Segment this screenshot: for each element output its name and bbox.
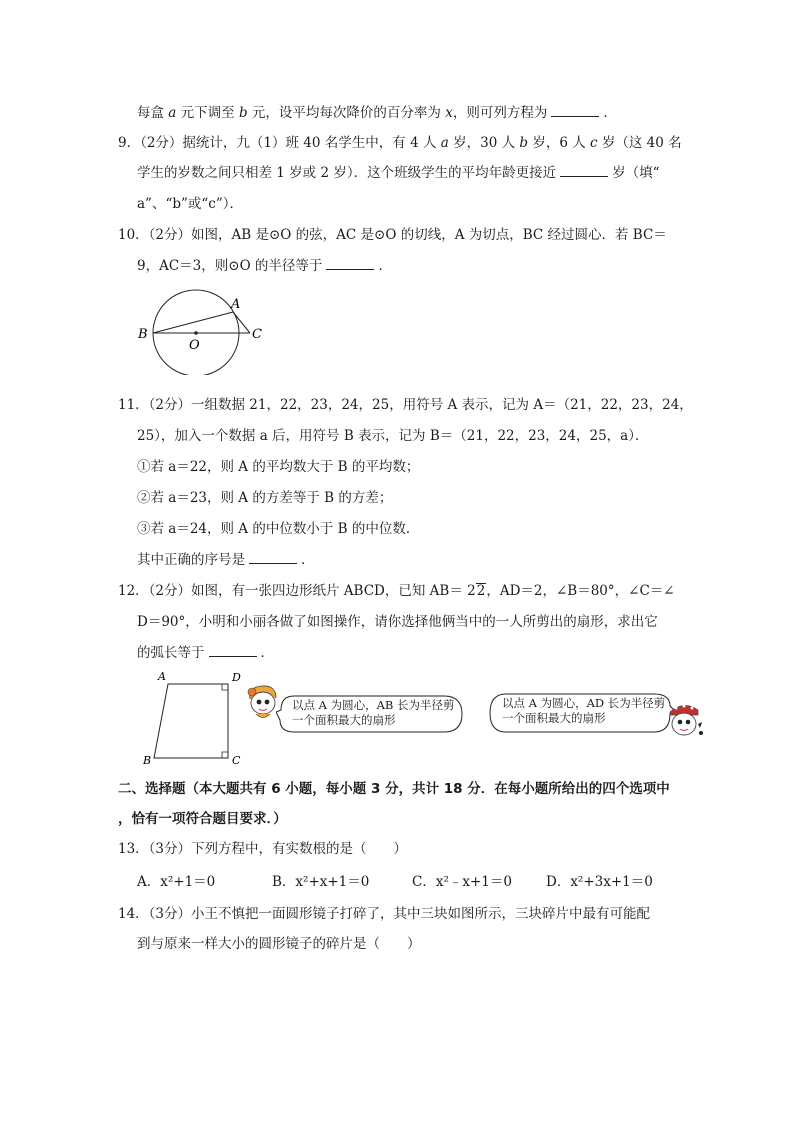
q11-end: ． (301, 552, 315, 568)
q11-line2: 25），加入一个数据 a 后，用符号 B 表示，记为 B＝（21，22，23，24，25，a）． (137, 428, 649, 444)
q10-text: 9，AC＝3，则⊙O 的半径等于 (137, 258, 323, 274)
q13-option-d[interactable]: D．x²+3x+1＝0 (546, 874, 653, 890)
q12-line1 (118, 582, 675, 600)
q8-text: 元，设平均每次降价的百分率为 (247, 105, 446, 121)
q9-line2 (137, 164, 660, 182)
q8-text: ，则可列方程为 (452, 105, 548, 121)
q11-line1: 11．（2分）一组数据 21，22，23，24，25，用符号 A 表示，记为 A＝（21，22，23，24， (118, 397, 693, 413)
q11-option-3: ③若 a＝24，则 A 的中位数小于 B 的中位数． (137, 521, 420, 537)
q12-answer-blank[interactable] (209, 644, 257, 657)
q12-end: ． (260, 645, 274, 661)
q9-var-a: a (440, 135, 449, 151)
bubble-2-line-2: 一个面积最大的扇形 (502, 711, 606, 725)
q8-var-b: b (238, 105, 248, 121)
label-c: C (232, 754, 241, 767)
q9-var-b: b (519, 135, 529, 151)
q11-ask (137, 551, 315, 569)
q10-line2 (137, 257, 392, 275)
q11-option-2: ②若 a＝23，则 A 的方差等于 B 的方差； (137, 490, 393, 506)
q13-option-c[interactable]: C．x²﹣x+1＝0 (412, 874, 512, 890)
q13-stem: 13．（3分）下列方程中，有实数根的是（ ） (118, 841, 408, 857)
q13-option-a[interactable]: A．x²+1＝0 (137, 874, 216, 890)
q10-line1: 10．（2分）如图，AB 是⊙O 的弦，AC 是⊙O 的切线，A 为切点，BC 经过圆心．若 BC＝ (118, 227, 667, 243)
label-b: B (143, 754, 152, 767)
bubble-1-line-2: 一个面积最大的扇形 (292, 713, 396, 727)
q10-end: ． (378, 258, 392, 274)
q9-text: 岁，6 人 (528, 135, 590, 151)
q9-text: 岁，30 人 (448, 135, 520, 151)
label-c: C (252, 327, 262, 342)
q12-line2: D＝90°，小明和小丽各做了如图操作，请你选择他俩当中的一人所剪出的扇形，求出它 (137, 614, 658, 630)
q8-tail-line (137, 104, 617, 122)
q9-text: 岁（这 40 名 (597, 135, 682, 151)
q8-var-a: a (168, 105, 177, 121)
boy-cartoon-icon (664, 700, 706, 742)
q14-line1: 14．（3分）小王不慎把一面圆形镜子打碎了，其中三块如图所示，三块碎片中最有可能配 (118, 906, 651, 922)
q8-end: ． (603, 105, 617, 121)
segment-ba (153, 312, 233, 333)
q9-text: 岁（填“ (612, 165, 660, 181)
segment-ac (233, 312, 250, 333)
q8-var-x: x (445, 105, 453, 121)
q14-line2: 到与原来一样大小的圆形镜子的碎片是（ ） (137, 936, 421, 952)
q9-var-c: c (590, 135, 598, 151)
q12-text: ，AD＝2，∠B＝80°，∠C＝∠ (486, 583, 675, 599)
q13-option-b[interactable]: B．x²+x+1＝0 (272, 874, 370, 890)
label-a: A (158, 670, 166, 683)
quadrilateral-abcd (154, 684, 228, 758)
center-point (194, 331, 198, 335)
q12-text: 12．（2分）如图，有一张四边形纸片 ABCD，已知 AB＝ 2 (118, 583, 476, 599)
q9-line1 (118, 134, 682, 152)
q9-answer-blank[interactable] (560, 164, 608, 177)
q9-line3: a”、“b”或“c”）． (137, 196, 244, 212)
q11-answer-blank[interactable] (249, 551, 297, 564)
q8-answer-blank[interactable] (551, 104, 599, 117)
q11-text: 其中正确的序号是 (137, 552, 245, 568)
right-angle-d (222, 684, 228, 690)
section-2-heading-line2: ，恰有一项符合题目要求．） (118, 811, 287, 827)
q10-circle-figure (130, 285, 270, 375)
label-b: B (138, 327, 148, 342)
q10-answer-blank[interactable] (326, 257, 374, 270)
right-angle-c (222, 752, 228, 758)
bubble-2-line-1: 以点 A 为圆心，AD 长为半径剪 (502, 696, 666, 710)
q11-option-1: ①若 a＝22，则 A 的平均数大于 B 的平均数； (137, 459, 420, 475)
q9-text: 学生的岁数之间只相差 1 岁或 2 岁）．这个班级学生的平均年龄更接近 (137, 165, 557, 181)
q9-text: 9．（2分）据统计，九（1）班 40 名学生中，有 4 人 (118, 135, 441, 151)
q12-quadrilateral-figure (138, 668, 248, 768)
section-2-heading-line1: 二、选择题（本大题共有 6 小题，每小题 3 分，共计 18 分．在每小题所给出的四个选项中 (118, 781, 670, 797)
bubble-1-line-1: 以点 A 为圆心，AB 长为半径剪 (292, 698, 455, 712)
q12-line3 (137, 644, 274, 662)
q8-text: 每盒 (137, 105, 169, 121)
label-a: A (231, 297, 241, 312)
sqrt-radicand: 2 (476, 583, 486, 599)
q8-text: 元下调至 (176, 105, 239, 121)
q12-text: 的弧长等于 (137, 645, 205, 661)
label-o: O (189, 338, 200, 353)
label-d: D (232, 671, 241, 684)
